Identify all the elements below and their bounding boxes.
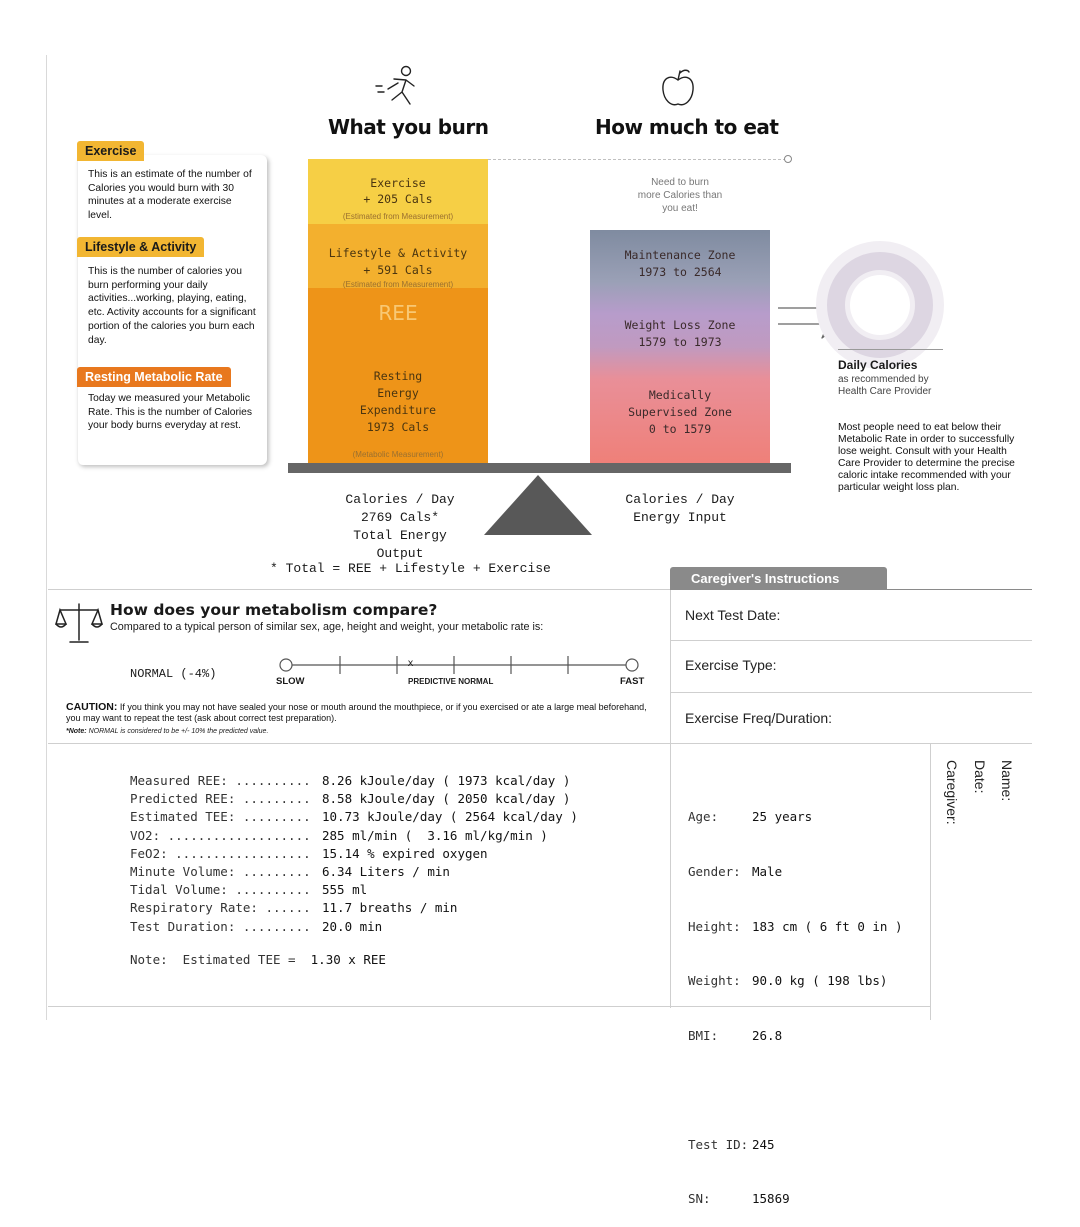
lifestyle-description: This is the number of calories you burn performing your daily activities...working, playing, eating, etc. Activity accounts for a significant portion of the calories you burn each day. [88,266,256,346]
rmr-description: Today we measured your Metabolic Rate. This is the number of Calories your body burns everyday at rest. [88,393,253,432]
patient-bmi-row [688,1027,903,1045]
connector-dot [784,155,792,163]
measurement-row [130,827,578,845]
signature-caregiver-label: Caregiver: [944,760,960,825]
scale-predictive-label: PREDICTIVE NORMAL [408,677,494,686]
measurement-label: Predicted REE: ......... [130,791,311,807]
measurement-value: 11.7 breaths / min [322,900,458,916]
lifestyle-label: Lifestyle & Activity [328,246,468,260]
height-label: Height: [688,918,741,934]
runner-icon [372,64,422,112]
exercise-freq-label: Exercise Freq/Duration: [685,710,833,726]
burn-footer-line3: Total Energy Output [353,528,447,561]
measurement-row [130,899,578,917]
daily-calories-sub2: Health Care Provider [838,386,932,397]
weight-loss-zone-range: 1579 to 1973 [638,335,722,349]
eat-note-line2: more Calories than [637,190,723,201]
weight-label: Weight: [688,973,741,989]
patient-height-row [688,918,903,936]
exercise-value: + 205 Cals [363,192,433,206]
measurement-value: 20.0 min [322,918,383,934]
testid-label: Test ID: [688,1136,749,1152]
measurement-row [130,790,578,808]
signature-date-label: Date: [972,760,988,794]
patient-sn-row [688,1190,903,1208]
ree-value: 1973 Cals [366,420,430,434]
divider-compare-bottom [48,743,1032,744]
patient-testid-row [688,1136,903,1154]
burn-footer [330,491,470,563]
ree-note: (Metabolic Measurement) [352,450,444,459]
weight-loss-zone-label: Weight Loss Zone [624,318,736,332]
patient-spacer [688,1081,903,1099]
gender-value: Male [752,864,783,880]
sn-value: 15869 [752,1191,790,1207]
page-border-left [46,55,47,1020]
caregiver-rule [670,589,1032,590]
eat-footer-line2: Energy Input [633,510,727,525]
measurement-label: Measured REE: .......... [130,773,311,788]
measurement-row [130,918,578,936]
eat-footer-line1: Calories / Day [625,492,735,507]
lifestyle-tag: Lifestyle & Activity [77,237,204,257]
divider-exercise-type [670,692,1032,693]
daily-calories-sub1: as recommended by [838,374,929,385]
burn-title: What you burn [328,115,489,139]
measurement-list [130,772,578,936]
total-formula: * Total = REE + Lifestyle + Exercise [270,561,551,576]
scale-slow-label: SLOW [276,676,305,687]
compare-subtitle: Compared to a typical person of similar sex, age, height and weight, your metabolic rate is: [110,621,544,633]
apple-icon [658,66,698,110]
measurement-label: Tidal Volume: .......... [130,882,311,898]
ree-line2: Energy [377,386,419,400]
patient-weight-row [688,972,903,990]
caution-label: CAUTION: [66,701,118,713]
vertical-divider-main [670,590,671,1008]
tee-note [130,951,386,969]
patient-info [688,772,903,1227]
eat-note-line1: Need to burn [651,177,709,188]
measurement-label: Respiratory Rate: ...... [130,900,311,916]
tee-note-value: 1.30 x REE [310,952,386,967]
exercise-type-label: Exercise Type: [685,657,777,673]
age-label: Age: [688,809,719,825]
burn-footer-line2: 2769 Cals* [360,510,439,525]
metabolism-scale [278,652,640,676]
lifestyle-note: (Estimated from Measurement) [342,280,454,289]
age-value: 25 years [752,809,813,825]
sn-label: SN: [688,1191,711,1207]
caregiver-tab-label: Caregiver's Instructions [691,571,840,586]
divider-top-left [48,589,670,590]
lifestyle-value: + 591 Cals [363,263,433,277]
balance-fulcrum [482,473,594,537]
measurement-value: 555 ml [322,882,368,898]
burn-footer-line1: Calories / Day [345,492,455,507]
gender-label: Gender: [688,864,741,880]
normal-note-body: NORMAL is considered to be +/- 10% the predicted value. [86,728,269,735]
patient-gender-row [688,863,903,881]
compare-result: NORMAL (-4%) [130,667,217,681]
measurement-value: 15.14 % expired oxygen [322,845,488,861]
patient-age-row [688,808,903,826]
next-test-date-label: Next Test Date: [685,607,781,623]
balance-scale-icon [56,600,102,646]
exercise-label: Exercise [370,176,426,190]
rmr-tag: Resting Metabolic Rate [77,367,231,387]
eat-note-line3: you eat! [662,203,698,214]
exercise-tag: Exercise [77,141,144,161]
tee-note-label: Note: Estimated TEE = [130,952,296,967]
scale-marker: x [407,658,414,669]
maintenance-zone-label: Maintenance Zone [624,248,736,262]
medical-zone-range: 0 to 1579 [648,422,712,436]
scale-fast-label: FAST [620,676,645,687]
caution-text [66,702,656,724]
eat-note [590,176,770,215]
measurement-label: Test Duration: ......... [130,918,311,934]
measurement-label: VO2: ................... [130,827,311,843]
medical-zone-label1: Medically [648,388,712,402]
measurement-row [130,881,578,899]
measurement-value: 8.58 kJoule/day ( 2050 kcal/day ) [322,791,571,807]
exercise-note: (Estimated from Measurement) [342,212,454,221]
measurement-value: 6.34 Liters / min [322,864,450,880]
bmi-value: 26.8 [752,1027,783,1043]
medical-zone-label2: Supervised Zone [628,405,732,419]
measurement-label: Estimated TEE: ......... [130,809,311,825]
signature-name-label: Name: [999,760,1015,802]
height-value: 183 cm ( 6 ft 0 in ) [752,918,903,934]
divider-next-test [670,640,1032,641]
ree-line3: Expenditure [359,403,437,417]
daily-calories-title: Daily Calories [838,358,918,372]
vertical-divider-signature [930,743,931,1020]
balance-beam [288,463,791,473]
daily-calories-body: Most people need to eat below their Metabolic Rate in order to successfully lose weight. Consult with your Health Care Provider to determine the precise caloric intake recommended with your particular weight loss plan. [838,422,1015,493]
target-ring-icon [812,237,948,373]
maintenance-zone-range: 1973 to 2564 [638,265,722,279]
measurement-value: 10.73 kJoule/day ( 2564 kcal/day ) [322,809,578,825]
measurement-row [130,772,578,790]
measurement-value: 285 ml/min ( 3.16 ml/kg/min ) [322,827,548,843]
weight-value: 90.0 kg ( 198 lbs) [752,973,888,989]
caution-body: If you think you may not have sealed your nose or mouth around the mouthpiece, or if you exercised or ate a large meal beforehand, you may want to repeat the test (ask about correct test preparation). [66,702,647,723]
eat-footer [620,491,740,527]
measurement-row [130,808,578,826]
measurement-label: FeO2: .................. [130,845,311,861]
bmi-label: BMI: [688,1027,719,1043]
compare-title: How does your metabolism compare? [110,601,438,619]
ree-line1: Resting [373,369,423,383]
measurement-label: Minute Volume: ......... [130,864,311,880]
testid-value: 245 [752,1136,775,1152]
measurement-value: 8.26 kJoule/day ( 1973 kcal/day ) [322,773,571,788]
normal-note-label: *Note: [66,728,87,735]
eat-title: How much to eat [595,115,779,139]
measurement-row [130,845,578,863]
daily-calories-rule [838,349,943,350]
ree-abbr: REE [378,301,418,325]
dashed-connector [488,159,786,160]
normal-note [66,728,268,735]
exercise-description: This is an estimate of the number of Calories you would burn with 30 minutes at a moderate exercise level. [88,169,252,222]
measurement-row [130,863,578,881]
